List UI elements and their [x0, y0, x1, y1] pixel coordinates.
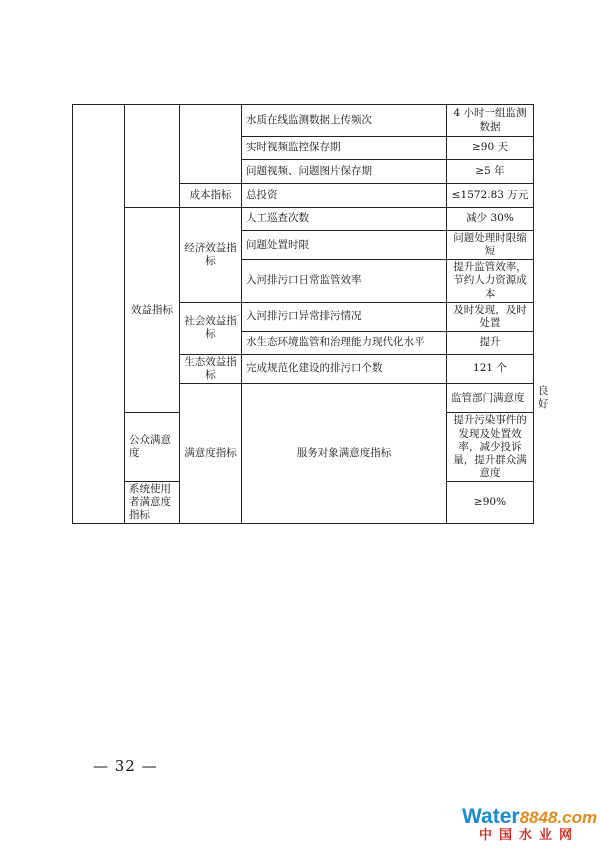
metric-cell: 入河排污口异常排污情况 — [242, 302, 447, 331]
target-cell: 4 小时一组监测数据 — [447, 105, 534, 137]
watermark-logo — [462, 806, 596, 844]
level3-cell-service-satisfaction: 服务对象满意度指标 — [242, 384, 447, 524]
metric-cell: 问题视频、问题图片保存期 — [242, 160, 447, 184]
metric-cell: 水生态环境监管和治理能力现代化水平 — [242, 331, 447, 354]
watermark-brand-suffix: .com — [557, 808, 598, 827]
table-row — [73, 105, 534, 137]
target-cell: ≥90 天 — [447, 137, 534, 160]
metric-cell: 人工巡查次数 — [242, 208, 447, 231]
target-cell: 问题处理时限缩短 — [447, 231, 534, 260]
level1-cell-output — [73, 105, 125, 524]
metric-cell: 完成规范化建设的排污口个数 — [242, 354, 447, 383]
metric-cell: 监管部门满意度 — [447, 384, 534, 413]
target-cell: 提升污染事件的发现及处置效率，减少投诉量，提升群众满意度 — [447, 413, 534, 482]
target-cell: ≤1572.83 万元 — [447, 184, 534, 208]
performance-indicator-table — [72, 104, 549, 524]
target-cell: ≥5 年 — [447, 160, 534, 184]
metric-cell: 公众满意度 — [125, 413, 180, 482]
watermark-chinese: 中国水业网 — [478, 828, 579, 843]
metric-cell: 系统使用者满意度指标 — [125, 482, 180, 524]
level3-cell-blank — [180, 105, 242, 184]
metric-cell: 总投资 — [242, 184, 447, 208]
target-cell: 121 个 — [447, 354, 534, 383]
metric-cell: 问题处置时限 — [242, 231, 447, 260]
metric-cell: 水质在线监测数据上传频次 — [242, 105, 447, 137]
watermark-brand — [462, 806, 596, 828]
target-cell: ≥90% — [447, 482, 534, 524]
target-cell: 提升监管效率，节约人力资源成本 — [447, 260, 534, 302]
level2-cell-benefit: 效益指标 — [125, 208, 180, 413]
metric-cell: 入河排污口日常监管效率 — [242, 260, 447, 302]
page-number: — 32 — — [93, 757, 158, 775]
level3-cell-social: 社会效益指标 — [180, 302, 242, 354]
table-row — [73, 208, 534, 231]
watermark-brand-number: 8848 — [519, 808, 558, 827]
level3-cell-ecological: 生态效益指标 — [180, 354, 242, 383]
level2-cell-satisfaction: 满意度指标 — [180, 384, 242, 524]
watermark-brand-word: Water — [462, 805, 520, 828]
target-cell: 及时发现，及时处置 — [447, 302, 534, 331]
table-row: 满意度指标 服务对象满意度指标 监管部门满意度 良好 — [73, 384, 534, 413]
level2-cell-blank — [125, 105, 180, 208]
level3-cell-cost: 成本指标 — [180, 184, 242, 208]
level3-cell-economic: 经济效益指标 — [180, 208, 242, 303]
target-cell: 减少 30% — [447, 208, 534, 231]
metric-cell: 实时视频监控保存期 — [242, 137, 447, 160]
target-cell: 提升 — [447, 331, 534, 354]
